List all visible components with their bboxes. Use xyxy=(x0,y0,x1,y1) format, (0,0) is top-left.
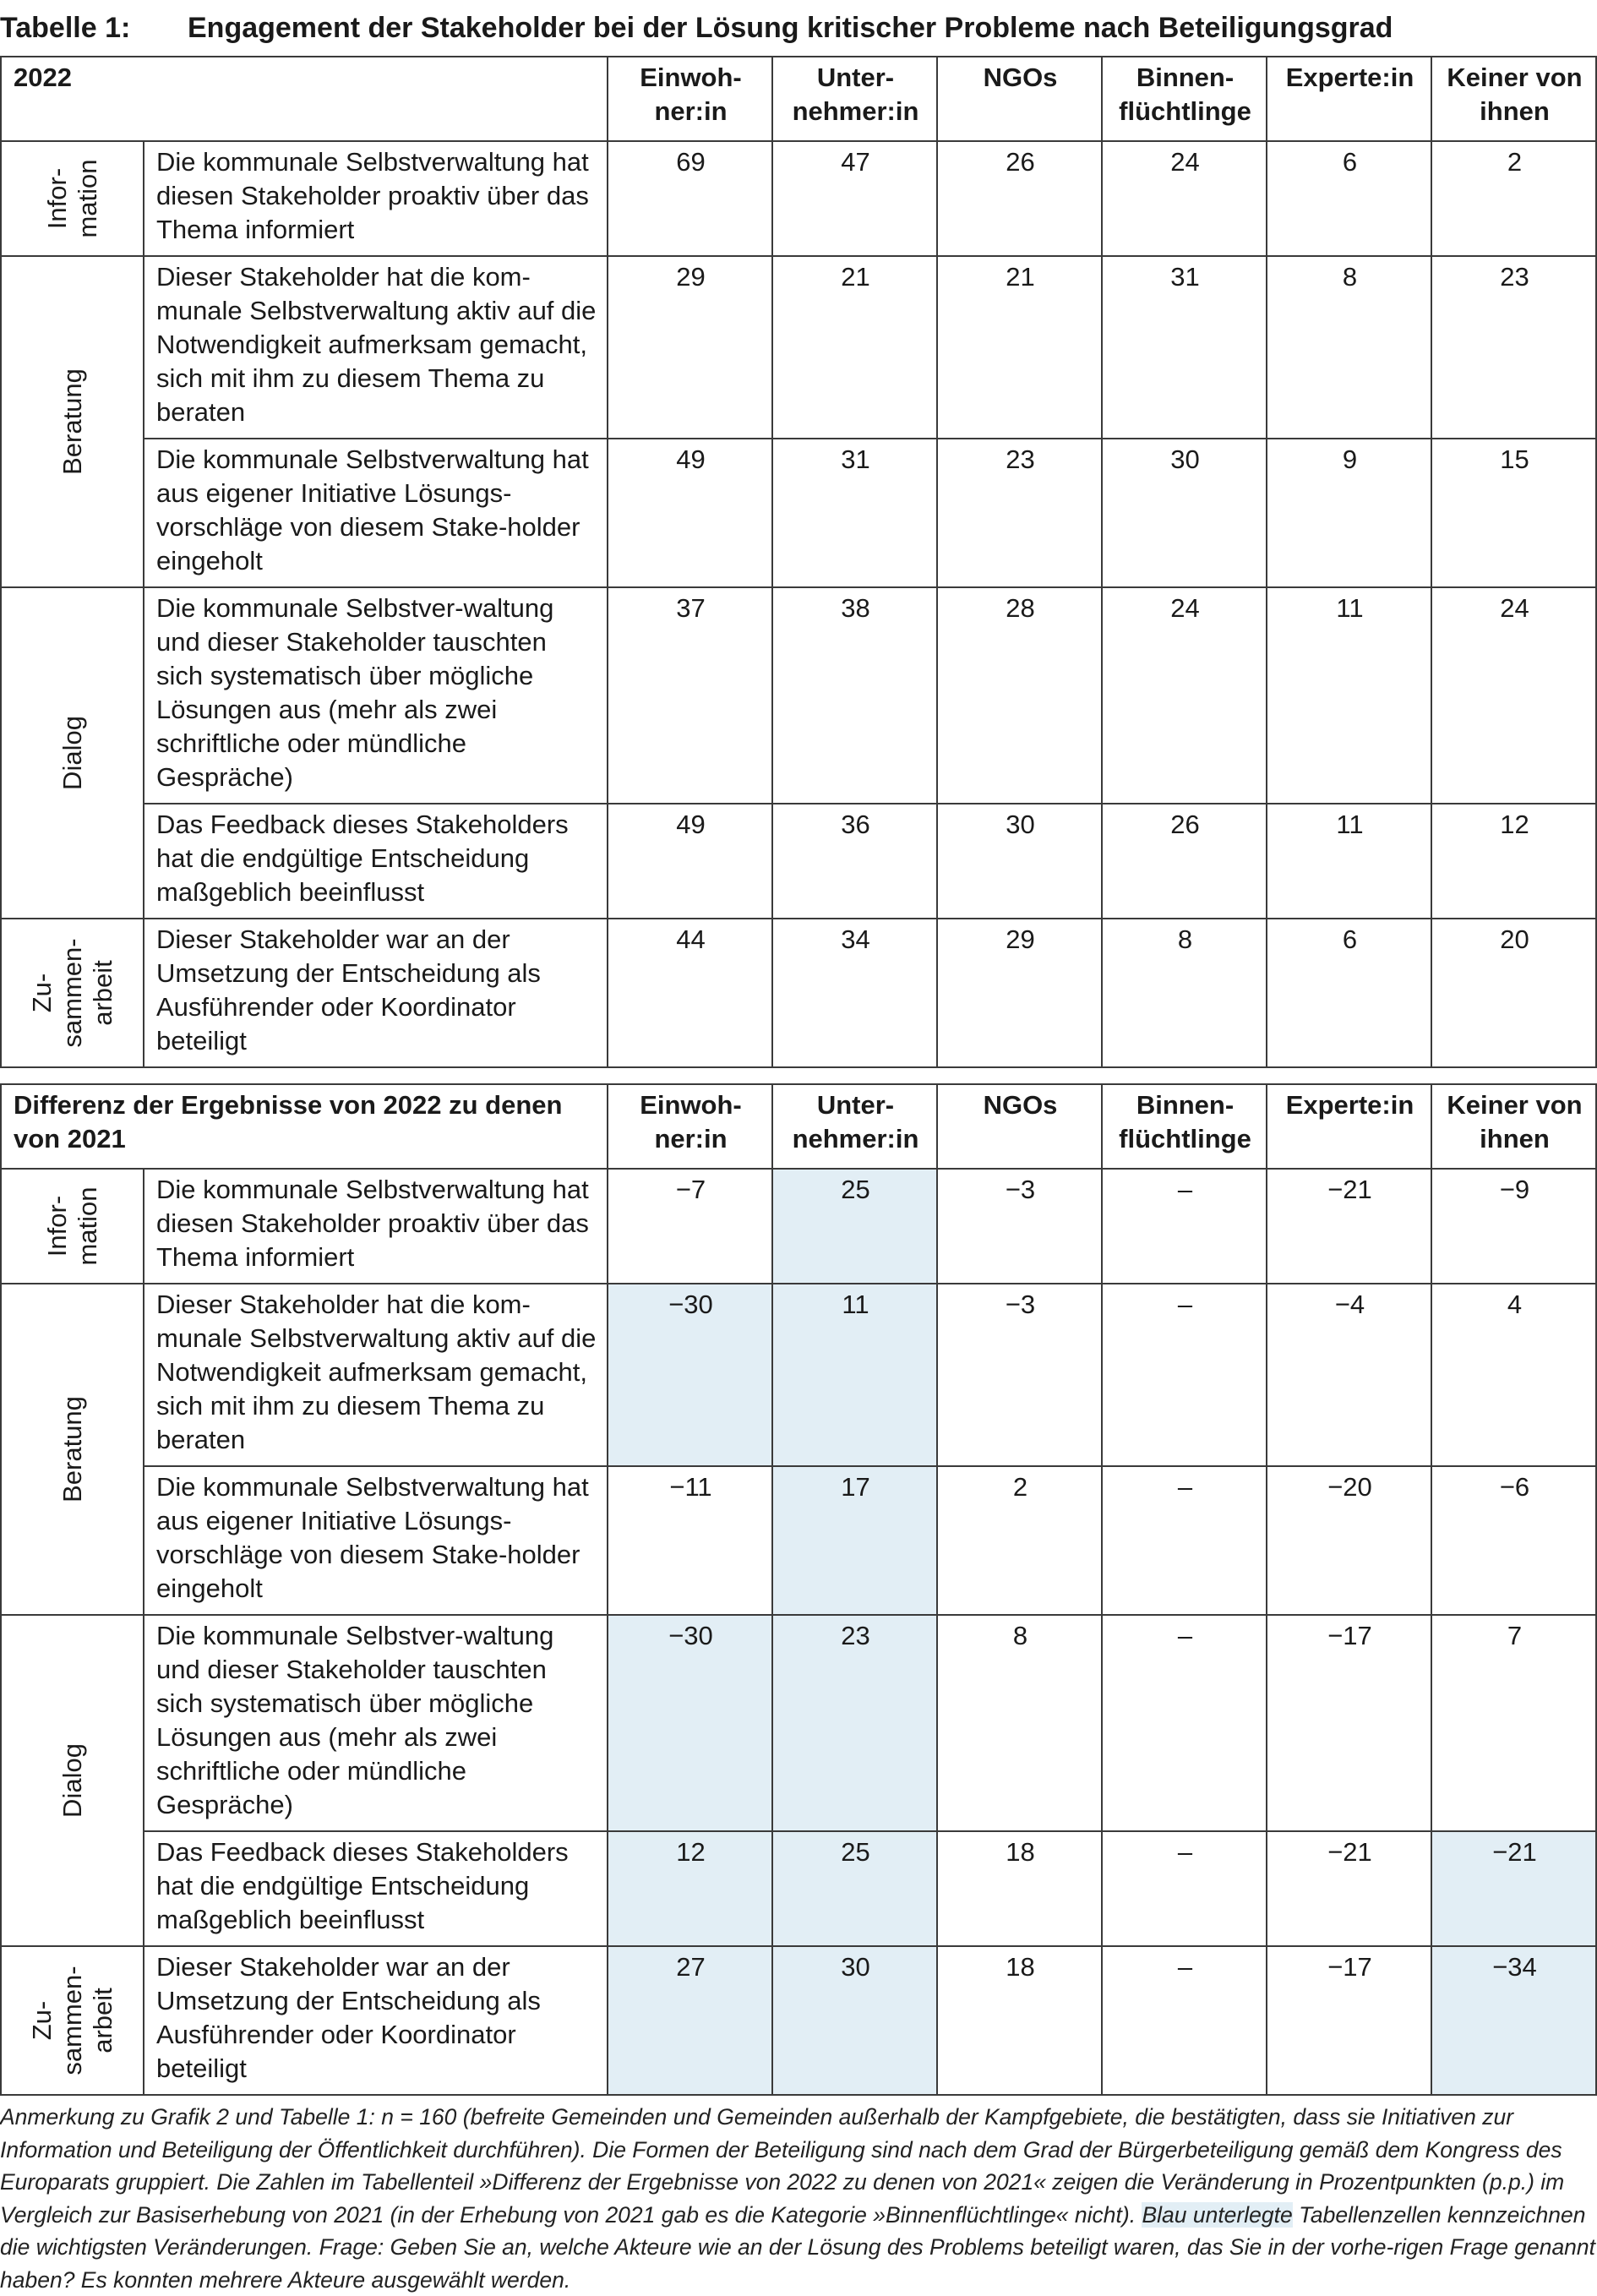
cell: −21 xyxy=(1267,1169,1431,1284)
cell: – xyxy=(1102,1284,1267,1466)
cell: 26 xyxy=(937,141,1102,256)
cell: 49 xyxy=(608,804,772,919)
group-information: Infor- mation xyxy=(1,1169,144,1284)
col-header-binnenfluechtlinge: Binnen- flüchtlinge xyxy=(1102,1084,1267,1169)
row-label: Die kommunale Selbstverwaltung hat aus eigener Initiative Lösungs-vorschläge von diesem Stake-holder eingeholt xyxy=(144,439,608,587)
cell: −11 xyxy=(608,1466,772,1615)
cell: 23 xyxy=(937,439,1102,587)
cell: 18 xyxy=(937,1946,1102,2095)
header-row xyxy=(1,57,1596,141)
footnote-text: Anmerkung zu Grafik 2 und Tabelle 1: n = 160 (befreite Gemeinden und Gemeinden außerhalb der Kampfgebiete, die bestätigten, dass sie Initiativen zur Information und Beteiligung der Öffentlichkeit durchführen). Die Formen der Beteiligung sind nach dem Grad der Bürgerbeteiligung gemäß dem Kongress des Europarats gruppiert. Die Zahlen im Tabellenteil »Differenz der Ergebnisse von 2022 zu denen von 2021« zeigen die Veränderung in Prozentpunkten (p.p.) im Vergleich zur Basiserhebung von 2021 (in der Erhebung von 2021 gab es die Kategorie »Binnenflüchtlinge« nicht). xyxy=(0,2104,1565,2228)
row-label: Die kommunale Selbstver-waltung und dieser Stakeholder tauschten sich systematisch über mögliche Lösungen aus (mehr als zwei schriftliche oder mündliche Gespräche) xyxy=(144,587,608,804)
row-label: Dieser Stakeholder hat die kom-munale Selbstverwaltung aktiv auf die Notwendigkeit aufmerksam gemacht, sich mit ihm zu diesem Thema zu beraten xyxy=(144,256,608,439)
cell: 34 xyxy=(772,919,937,1067)
cell: 20 xyxy=(1431,919,1596,1067)
cell: 21 xyxy=(772,256,937,439)
cell-highlighted: 25 xyxy=(772,1831,937,1946)
cell: 30 xyxy=(1102,439,1267,587)
cell: 8 xyxy=(1267,256,1431,439)
cell: 38 xyxy=(772,587,937,804)
footnote xyxy=(0,2101,1597,2296)
cell: 6 xyxy=(1267,919,1431,1067)
cell-highlighted: 30 xyxy=(772,1946,937,2095)
group-zusammenarbeit: Zu- sammen- arbeit xyxy=(1,1946,144,2095)
table-row xyxy=(1,1615,1596,1831)
table-row xyxy=(1,141,1596,256)
group-beratung: Beratung xyxy=(1,1284,144,1615)
cell: −17 xyxy=(1267,1946,1431,2095)
cell: – xyxy=(1102,1831,1267,1946)
table-row xyxy=(1,256,1596,439)
cell-highlighted: −21 xyxy=(1431,1831,1596,1946)
row-label: Dieser Stakeholder war an der Umsetzung der Entscheidung als Ausführender oder Koordinator beteiligt xyxy=(144,1946,608,2095)
difference-header: Differenz der Ergebnisse von 2022 zu denen von 2021 xyxy=(1,1084,608,1169)
cell-highlighted: 11 xyxy=(772,1284,937,1466)
cell: 31 xyxy=(1102,256,1267,439)
table-row xyxy=(1,439,1596,587)
cell: −17 xyxy=(1267,1615,1431,1831)
cell: 2 xyxy=(937,1466,1102,1615)
cell: 18 xyxy=(937,1831,1102,1946)
cell: – xyxy=(1102,1466,1267,1615)
row-label: Die kommunale Selbstver-waltung und dieser Stakeholder tauschten sich systematisch über mögliche Lösungen aus (mehr als zwei schriftliche oder mündliche Gespräche) xyxy=(144,1615,608,1831)
col-header-einwohner: Einwoh- ner:in xyxy=(608,57,772,141)
col-header-ngos: NGOs xyxy=(937,57,1102,141)
cell: 21 xyxy=(937,256,1102,439)
col-header-einwohner: Einwoh- ner:in xyxy=(608,1084,772,1169)
row-label: Dieser Stakeholder war an der Umsetzung der Entscheidung als Ausführender oder Koordinator beteiligt xyxy=(144,919,608,1067)
cell: 23 xyxy=(1431,256,1596,439)
cell: 12 xyxy=(1431,804,1596,919)
col-header-ngos: NGOs xyxy=(937,1084,1102,1169)
footnote-highlight: Blau unterlegte xyxy=(1142,2201,1293,2228)
row-label: Das Feedback dieses Stakeholders hat die endgültige Entscheidung maßgeblich beeinflusst xyxy=(144,804,608,919)
cell: 4 xyxy=(1431,1284,1596,1466)
cell: 47 xyxy=(772,141,937,256)
col-header-keiner: Keiner von ihnen xyxy=(1431,1084,1596,1169)
cell: −3 xyxy=(937,1169,1102,1284)
table-row xyxy=(1,587,1596,804)
cell: 29 xyxy=(937,919,1102,1067)
table-row xyxy=(1,1831,1596,1946)
cell: 8 xyxy=(937,1615,1102,1831)
cell: 15 xyxy=(1431,439,1596,587)
cell: 7 xyxy=(1431,1615,1596,1831)
cell: −20 xyxy=(1267,1466,1431,1615)
header-row xyxy=(1,1084,1596,1169)
cell: −9 xyxy=(1431,1169,1596,1284)
cell: 30 xyxy=(937,804,1102,919)
table-2022 xyxy=(0,56,1597,1068)
cell: 6 xyxy=(1267,141,1431,256)
table-difference xyxy=(0,1083,1597,2096)
table-row xyxy=(1,1169,1596,1284)
col-header-keiner: Keiner von ihnen xyxy=(1431,57,1596,141)
cell: 29 xyxy=(608,256,772,439)
col-header-experte: Experte:in xyxy=(1267,57,1431,141)
group-dialog: Dialog xyxy=(1,1615,144,1946)
cell: −21 xyxy=(1267,1831,1431,1946)
group-dialog: Dialog xyxy=(1,587,144,919)
cell-highlighted: 27 xyxy=(608,1946,772,2095)
cell: 24 xyxy=(1431,587,1596,804)
cell: – xyxy=(1102,1615,1267,1831)
col-header-binnenfluechtlinge: Binnen- flüchtlinge xyxy=(1102,57,1267,141)
table-row xyxy=(1,1466,1596,1615)
cell: 26 xyxy=(1102,804,1267,919)
cell-highlighted: −30 xyxy=(608,1615,772,1831)
table-row xyxy=(1,804,1596,919)
footnote-text-end: Tabellenzellen kennzeichnen die wichtigsten Veränderungen. Frage: Geben Sie an, welche Akteure wie an der Lösung des Problems beteiligt waren, das Sie in der vorhe-rigen Frage genannt haben? Es konnten mehrere Akteure ausgewählt werden. xyxy=(0,2201,1596,2293)
cell: 2 xyxy=(1431,141,1596,256)
cell: 11 xyxy=(1267,804,1431,919)
cell: – xyxy=(1102,1946,1267,2095)
col-header-experte: Experte:in xyxy=(1267,1084,1431,1169)
col-header-unternehmer: Unter- nehmer:in xyxy=(772,57,937,141)
table-row xyxy=(1,1284,1596,1466)
cell: 28 xyxy=(937,587,1102,804)
cell: – xyxy=(1102,1169,1267,1284)
cell-highlighted: 12 xyxy=(608,1831,772,1946)
cell: 44 xyxy=(608,919,772,1067)
row-label: Die kommunale Selbstverwaltung hat diesen Stakeholder proaktiv über das Thema informiert xyxy=(144,141,608,256)
cell-highlighted: 25 xyxy=(772,1169,937,1284)
cell-highlighted: −34 xyxy=(1431,1946,1596,2095)
row-label: Dieser Stakeholder hat die kom-munale Selbstverwaltung aktiv auf die Notwendigkeit aufmerksam gemacht, sich mit ihm zu diesem Thema zu beraten xyxy=(144,1284,608,1466)
cell: 8 xyxy=(1102,919,1267,1067)
row-label: Das Feedback dieses Stakeholders hat die endgültige Entscheidung maßgeblich beeinflusst xyxy=(144,1831,608,1946)
cell: 11 xyxy=(1267,587,1431,804)
cell: 31 xyxy=(772,439,937,587)
cell: −7 xyxy=(608,1169,772,1284)
row-label: Die kommunale Selbstverwaltung hat diesen Stakeholder proaktiv über das Thema informiert xyxy=(144,1169,608,1284)
col-header-unternehmer: Unter- nehmer:in xyxy=(772,1084,937,1169)
cell: −6 xyxy=(1431,1466,1596,1615)
group-beratung: Beratung xyxy=(1,256,144,587)
row-label: Die kommunale Selbstverwaltung hat aus eigener Initiative Lösungs-vorschläge von diesem Stake-holder eingeholt xyxy=(144,1466,608,1615)
cell: 69 xyxy=(608,141,772,256)
table-row xyxy=(1,1946,1596,2095)
group-information: Infor- mation xyxy=(1,141,144,256)
cell: 9 xyxy=(1267,439,1431,587)
table-caption: Engagement der Stakeholder bei der Lösung kritischer Probleme nach Beteiligungsgrad xyxy=(188,12,1393,44)
table-title xyxy=(0,7,1393,49)
table-number: Tabelle 1: xyxy=(0,12,131,44)
cell: 36 xyxy=(772,804,937,919)
table-row xyxy=(1,919,1596,1067)
cell-highlighted: 17 xyxy=(772,1466,937,1615)
cell: 24 xyxy=(1102,587,1267,804)
cell-highlighted: −30 xyxy=(608,1284,772,1466)
cell: 24 xyxy=(1102,141,1267,256)
cell: 37 xyxy=(608,587,772,804)
cell: 49 xyxy=(608,439,772,587)
year-header: 2022 xyxy=(1,57,608,141)
cell: −4 xyxy=(1267,1284,1431,1466)
group-zusammenarbeit: Zu- sammen- arbeit xyxy=(1,919,144,1067)
cell-highlighted: 23 xyxy=(772,1615,937,1831)
cell: −3 xyxy=(937,1284,1102,1466)
